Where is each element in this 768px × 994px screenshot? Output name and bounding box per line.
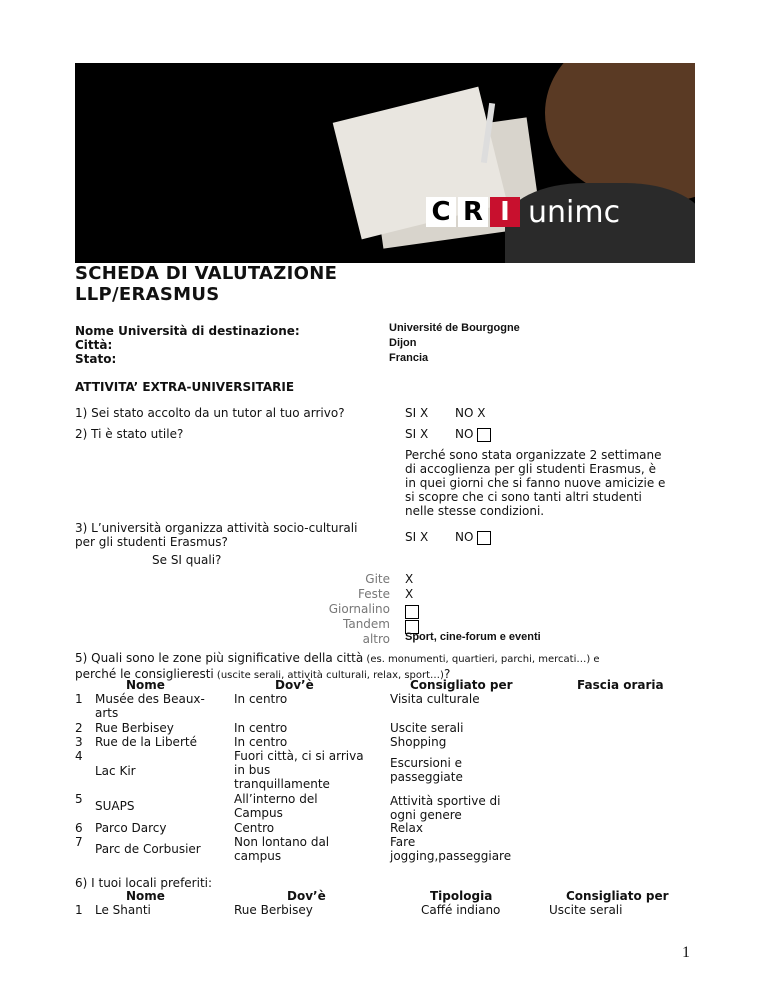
title-line: SCHEDA DI VALUTAZIONE (75, 263, 338, 284)
option-label: Tandem (343, 617, 390, 631)
header-banner-photo (75, 63, 695, 263)
cell-where: Centro (234, 821, 275, 835)
q2-no (455, 427, 491, 442)
option-label: Feste (358, 587, 390, 601)
q5-hint: (es. monumenti, quartieri, parchi, mercati…) e (363, 654, 600, 665)
q5-line (75, 651, 695, 667)
cell-line: All’interno del (234, 792, 318, 806)
option-label: Giornalino (328, 602, 390, 616)
q3-yes: SI X (405, 530, 429, 544)
row-number: 7 (75, 835, 83, 849)
option-label: altro (362, 632, 390, 646)
comment-line: di accoglienza per gli studenti Erasmus, è (405, 462, 656, 476)
label-country: Stato: (75, 352, 117, 366)
label-city: Città: (75, 338, 113, 352)
cell-name: Le Shanti (95, 903, 151, 917)
cell-where (234, 792, 318, 820)
row-number: 4 (75, 749, 83, 763)
q3-no (455, 530, 491, 545)
cell-why (390, 835, 511, 863)
section-heading: ATTIVITA’ EXTRA-UNIVERSITARIE (75, 380, 295, 394)
cell-line: Musée des Beaux- (95, 692, 205, 706)
cell-line: ogni genere (390, 808, 462, 822)
question-3 (75, 521, 357, 549)
row-number: 5 (75, 792, 83, 806)
question-2: 2) Ti è stato utile? (75, 427, 184, 441)
table-header: Consigliato per (566, 889, 669, 903)
table-header: Fascia oraria (577, 678, 664, 692)
row-number: 1 (75, 692, 83, 706)
person-hair (545, 63, 695, 203)
cell-line: campus (234, 849, 282, 863)
q2-comment (405, 448, 665, 518)
cell-line: Escursioni e (390, 756, 463, 770)
table-header: Nome (126, 889, 165, 903)
cell-why (390, 794, 500, 822)
cell-why (390, 756, 463, 784)
q1-yes: SI X (405, 406, 429, 420)
q1-no: NO X (455, 406, 486, 420)
cell-why: Uscite serali (390, 721, 464, 735)
cell-where (234, 835, 329, 863)
cell-line: Campus (234, 806, 283, 820)
cell-why: Shopping (390, 735, 447, 749)
table-header: Consigliato per (410, 678, 513, 692)
q3-line: per gli studenti Erasmus? (75, 535, 228, 549)
q5-text: perché le consiglieresti (75, 667, 214, 681)
cri-unimc-logo (426, 195, 620, 229)
cell-line: Non lontano dal (234, 835, 330, 849)
page-number: 1 (682, 944, 690, 961)
row-number: 1 (75, 903, 83, 917)
checkbox-icon[interactable] (477, 428, 491, 442)
cell-line: tranquillamente (234, 777, 330, 791)
cell-why: Relax (390, 821, 423, 835)
table-header: Dov’è (275, 678, 314, 692)
cell-line: Fuori città, ci si arriva (234, 749, 364, 763)
cell-where: Rue Berbisey (234, 903, 313, 917)
q3-sub-question: Se SI quali? (152, 553, 222, 567)
cell-where (234, 749, 364, 791)
q3-line: 3) L’università organizza attività socio-culturali (75, 521, 358, 535)
cell-line: arts (95, 706, 119, 720)
cell-line: Attività sportive di (390, 794, 501, 808)
cell-why: Visita culturale (390, 692, 480, 706)
row-number: 2 (75, 721, 83, 735)
table-header: Nome (126, 678, 165, 692)
cell-line: passeggiate (390, 770, 463, 784)
option-mark: X (405, 572, 414, 586)
option-mark: X (405, 587, 414, 601)
value-university: Université de Bourgogne (389, 322, 520, 334)
cell-name: Lac Kir (95, 764, 136, 778)
comment-line: in quei giorni che si fanno nuove amicizie e (405, 476, 666, 490)
logo-word: unimc (528, 194, 621, 230)
q2-yes: SI X (405, 427, 429, 441)
comment-line: nelle stesse condizioni. (405, 504, 545, 518)
cell-line: Fare (390, 835, 416, 849)
q5-text: ? (443, 667, 451, 681)
question-1: 1) Sei stato accolto da un tutor al tuo arrivo? (75, 406, 345, 420)
cell-why: Uscite serali (549, 903, 623, 917)
q2-no-label: NO (455, 427, 474, 441)
comment-line: si scopre che ci sono tanti altri studenti (405, 490, 642, 504)
cell-where: In centro (234, 735, 288, 749)
logo-letter: I (490, 197, 520, 227)
table-header: Tipologia (430, 889, 493, 903)
title-line: LLP/ERASMUS (75, 284, 220, 305)
logo-letter: R (458, 197, 488, 227)
label-university: Nome Università di destinazione: (75, 324, 300, 338)
question-6: 6) I tuoi locali preferiti: (75, 876, 213, 890)
cell-name: Parco Darcy (95, 821, 167, 835)
cell-name (95, 692, 205, 720)
cell-line: jogging,passeggiare (390, 849, 512, 863)
q5-hint: (uscite serali, attività culturali, relax, sport…) (213, 670, 444, 681)
option-label: Gite (365, 572, 390, 586)
cell-name: SUAPS (95, 799, 135, 813)
option-other-value: Sport, cine-forum e eventi (405, 631, 541, 643)
checkbox-icon[interactable] (477, 531, 491, 545)
cell-line: in bus (234, 763, 271, 777)
q3-no-label: NO (455, 530, 474, 544)
cell-name: Rue de la Liberté (95, 735, 197, 749)
comment-line: Perché sono stata organizzate 2 settimane (405, 448, 662, 462)
document-title (75, 263, 337, 305)
table-header: Dov’è (287, 889, 326, 903)
cell-where: In centro (234, 721, 288, 735)
value-country: Francia (389, 352, 429, 364)
q5-text: 5) Quali sono le zone più significative della città (75, 651, 364, 665)
logo-letter: C (426, 197, 456, 227)
cell-name: Rue Berbisey (95, 721, 174, 735)
row-number: 6 (75, 821, 83, 835)
cell-type: Caffé indiano (421, 903, 501, 917)
value-city: Dijon (389, 337, 417, 349)
cell-name: Parc de Corbusier (95, 842, 201, 856)
cell-where: In centro (234, 692, 288, 706)
row-number: 3 (75, 735, 83, 749)
